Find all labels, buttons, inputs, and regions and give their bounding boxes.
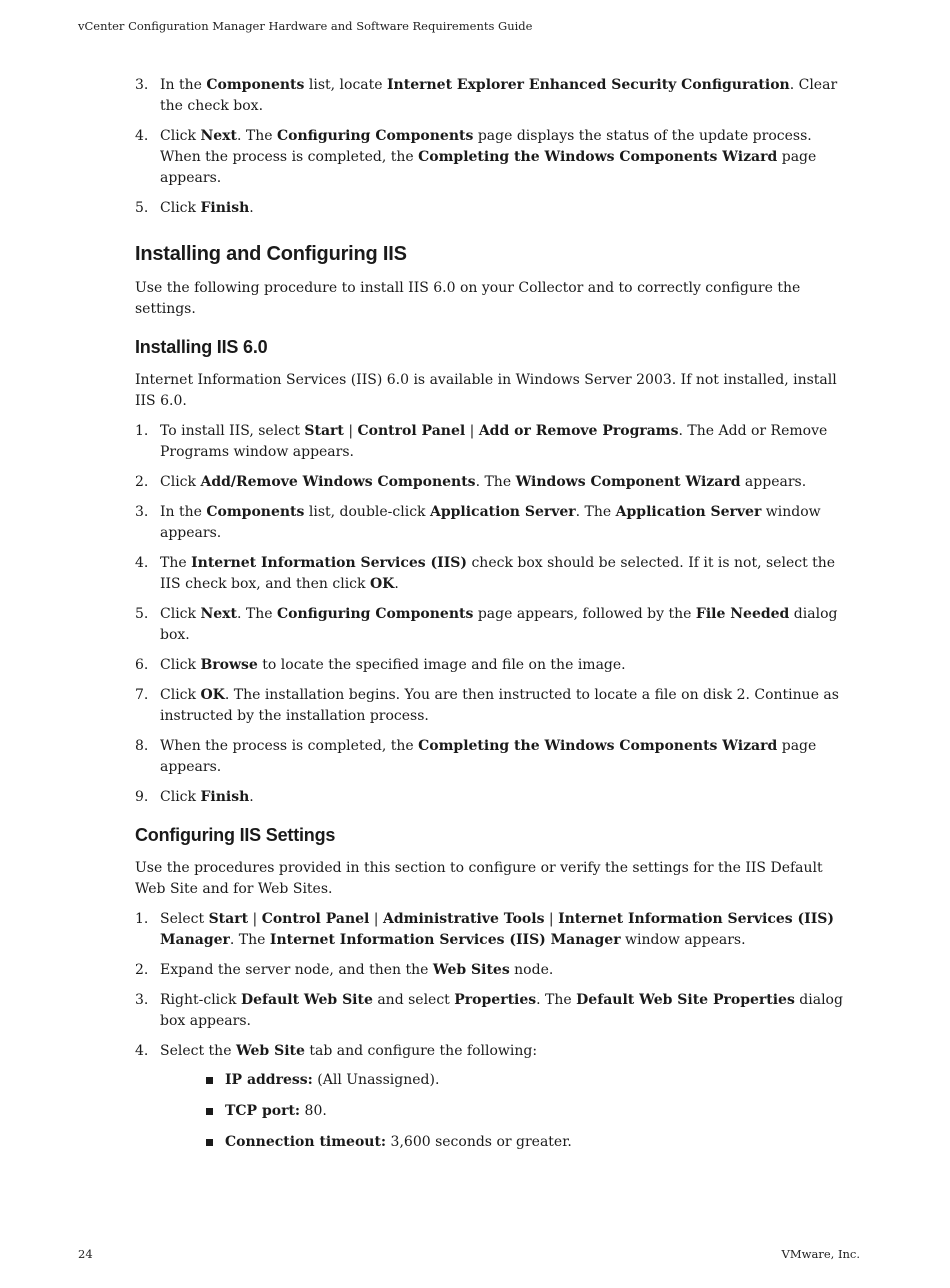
step-text: Click	[160, 200, 201, 216]
list-item	[160, 1132, 850, 1153]
step-text: page displays the status of the update process. When the process is completed, the	[160, 128, 812, 165]
web-site-settings-list	[160, 1070, 850, 1153]
ui-term: Administrative Tools	[382, 911, 545, 927]
step-number: 1.	[135, 423, 149, 439]
page-number: 24	[78, 1247, 93, 1261]
list-item	[135, 736, 850, 778]
list-item	[135, 198, 850, 219]
setting-value: 80.	[300, 1103, 327, 1119]
ui-term: Default Web Site	[240, 992, 373, 1008]
ui-term: Windows Component Wizard	[515, 474, 741, 490]
step-number: 4.	[135, 128, 149, 144]
ui-term: Add or Remove Programs	[478, 423, 679, 439]
ui-term: Completing the Windows Components Wizard	[418, 149, 778, 165]
intro-steps-list	[135, 75, 850, 219]
step-text: . The installation begins. You are then instructed to locate a file on disk 2. Continue as instructed by the installation process.	[160, 687, 839, 724]
install-steps-list	[135, 421, 850, 808]
step-text: .	[249, 789, 254, 805]
step-text: Click	[160, 657, 201, 673]
step-text: . The	[229, 932, 270, 948]
ui-term: Application Server	[615, 504, 762, 520]
ui-term: Properties	[454, 992, 537, 1008]
list-item	[135, 990, 850, 1032]
step-text: |	[343, 423, 358, 439]
list-item	[135, 604, 850, 646]
step-number: 1.	[135, 911, 149, 927]
step-number: 2.	[135, 474, 149, 490]
list-item	[160, 1070, 850, 1091]
step-text: page appears.	[160, 738, 817, 775]
step-text: node.	[509, 962, 554, 978]
ui-term: Add/Remove Windows Components	[200, 474, 476, 490]
step-text: and select	[372, 992, 455, 1008]
step-text: The	[160, 555, 192, 571]
list-item	[135, 685, 850, 727]
step-text: Select the	[160, 1043, 236, 1059]
step-text: In the	[160, 77, 207, 93]
step-text: Click	[160, 687, 201, 703]
step-text: dialog box.	[160, 606, 838, 643]
step-text: In the	[160, 504, 207, 520]
square-bullet-icon	[206, 1077, 213, 1084]
setting-value: 3,600 seconds or greater.	[386, 1134, 572, 1150]
ui-term: Control Panel	[261, 911, 370, 927]
ui-term: Internet Information Services (IIS) Manager	[269, 932, 621, 948]
list-item	[160, 1101, 850, 1122]
step-number: 4.	[135, 1043, 149, 1059]
ui-term: OK	[369, 576, 395, 592]
step-number: 2.	[135, 962, 149, 978]
step-number: 3.	[135, 992, 149, 1008]
step-text: |	[248, 911, 262, 927]
list-item	[135, 787, 850, 808]
ui-term: Application Server	[429, 504, 576, 520]
ui-term: Configuring Components	[276, 128, 474, 144]
step-text: to locate the specified image and file on the image.	[257, 657, 626, 673]
ui-term: Internet Explorer Enhanced Security Configuration	[387, 77, 790, 93]
setting-label: TCP port:	[225, 1103, 301, 1119]
ui-term: Next	[200, 128, 237, 144]
list-item	[135, 502, 850, 544]
step-text: Select	[160, 911, 209, 927]
list-item	[135, 1041, 850, 1153]
ui-term: Completing the Windows Components Wizard	[418, 738, 778, 754]
step-text: . The	[236, 128, 277, 144]
list-item	[135, 655, 850, 676]
ui-term: Start	[304, 423, 344, 439]
step-text: |	[544, 911, 559, 927]
setting-label: IP address:	[225, 1072, 313, 1088]
ui-term: File Needed	[695, 606, 790, 622]
step-text: Click	[160, 474, 201, 490]
step-number: 3.	[135, 504, 149, 520]
square-bullet-icon	[206, 1139, 213, 1146]
running-header: vCenter Configuration Manager Hardware and Software Requirements Guide	[78, 19, 533, 33]
step-number: 7.	[135, 687, 149, 703]
ui-term: Components	[206, 77, 305, 93]
step-text: . The	[475, 474, 516, 490]
step-text: . The	[536, 992, 577, 1008]
page-content	[135, 75, 850, 1163]
step-text: To install IIS, select	[160, 423, 305, 439]
list-item	[135, 421, 850, 463]
step-number: 5.	[135, 606, 149, 622]
step-text: |	[369, 911, 383, 927]
footer-company: VMware, Inc.	[781, 1247, 860, 1261]
step-text: list, locate	[304, 77, 387, 93]
step-number: 8.	[135, 738, 149, 754]
step-text: window appears.	[160, 504, 821, 541]
step-text: .	[394, 576, 399, 592]
step-text: .	[249, 200, 254, 216]
step-text: dialog box appears.	[160, 992, 843, 1029]
step-text: . The	[575, 504, 616, 520]
step-text: page appears, followed by the	[473, 606, 696, 622]
step-number: 9.	[135, 789, 149, 805]
list-item	[135, 472, 850, 493]
ui-term: Control Panel	[357, 423, 466, 439]
step-text: page appears.	[160, 149, 817, 186]
config-steps-list	[135, 909, 850, 1153]
step-text: |	[465, 423, 479, 439]
step-text: Right-click	[160, 992, 241, 1008]
ui-term: Internet Information Services (IIS)	[191, 555, 468, 571]
step-text: list, double-click	[304, 504, 430, 520]
step-number: 5.	[135, 200, 149, 216]
ui-term: Internet Information Services (IIS) Manager	[160, 911, 834, 948]
step-number: 4.	[135, 555, 149, 571]
ui-term: OK	[200, 687, 225, 703]
setting-label: Connection timeout:	[225, 1134, 387, 1150]
ui-term: Finish	[200, 200, 250, 216]
ui-term: Start	[208, 911, 249, 927]
ui-term: Default Web Site Properties	[576, 992, 795, 1008]
step-text: appears.	[740, 474, 807, 490]
setting-value: (All Unassigned).	[312, 1072, 440, 1088]
step-text: . The	[236, 606, 277, 622]
step-text: . Clear the check box.	[160, 77, 838, 114]
step-text: check box should be selected. If it is not, select the IIS check box, and then click	[160, 555, 836, 592]
ui-term: Finish	[200, 789, 250, 805]
list-item	[135, 960, 850, 981]
section-heading-installing-configuring-iis: Installing and Configuring IIS	[135, 243, 407, 265]
ui-term: Components	[206, 504, 305, 520]
step-text: Click	[160, 128, 201, 144]
section-intro: Internet Information Services (IIS) 6.0 is available in Windows Server 2003. If not installed, install IIS 6.0.	[135, 372, 837, 409]
list-item	[135, 553, 850, 595]
section-heading-installing-iis: Installing IIS 6.0	[135, 337, 268, 357]
step-text: Expand the server node, and then the	[160, 962, 433, 978]
square-bullet-icon	[206, 1108, 213, 1115]
ui-term: Web Site	[235, 1043, 305, 1059]
section-intro: Use the procedures provided in this section to configure or verify the settings for the IIS Default Web Site and for Web Sites.	[135, 860, 823, 897]
step-text: . The Add or Remove Programs window appears.	[160, 423, 828, 460]
step-text: When the process is completed, the	[160, 738, 419, 754]
ui-term: Configuring Components	[276, 606, 474, 622]
step-text: Click	[160, 606, 201, 622]
step-number: 3.	[135, 77, 149, 93]
list-item	[135, 909, 850, 951]
list-item	[135, 126, 850, 189]
step-text: window appears.	[620, 932, 746, 948]
step-text: Click	[160, 789, 201, 805]
section-intro: Use the following procedure to install IIS 6.0 on your Collector and to correctly configure the settings.	[135, 280, 801, 317]
ui-term: Browse	[200, 657, 258, 673]
ui-term: Next	[200, 606, 237, 622]
section-heading-configuring-iis-settings: Configuring IIS Settings	[135, 825, 336, 845]
list-item	[135, 75, 850, 117]
step-text: tab and configure the following:	[304, 1043, 538, 1059]
step-number: 6.	[135, 657, 149, 673]
ui-term: Web Sites	[432, 962, 510, 978]
